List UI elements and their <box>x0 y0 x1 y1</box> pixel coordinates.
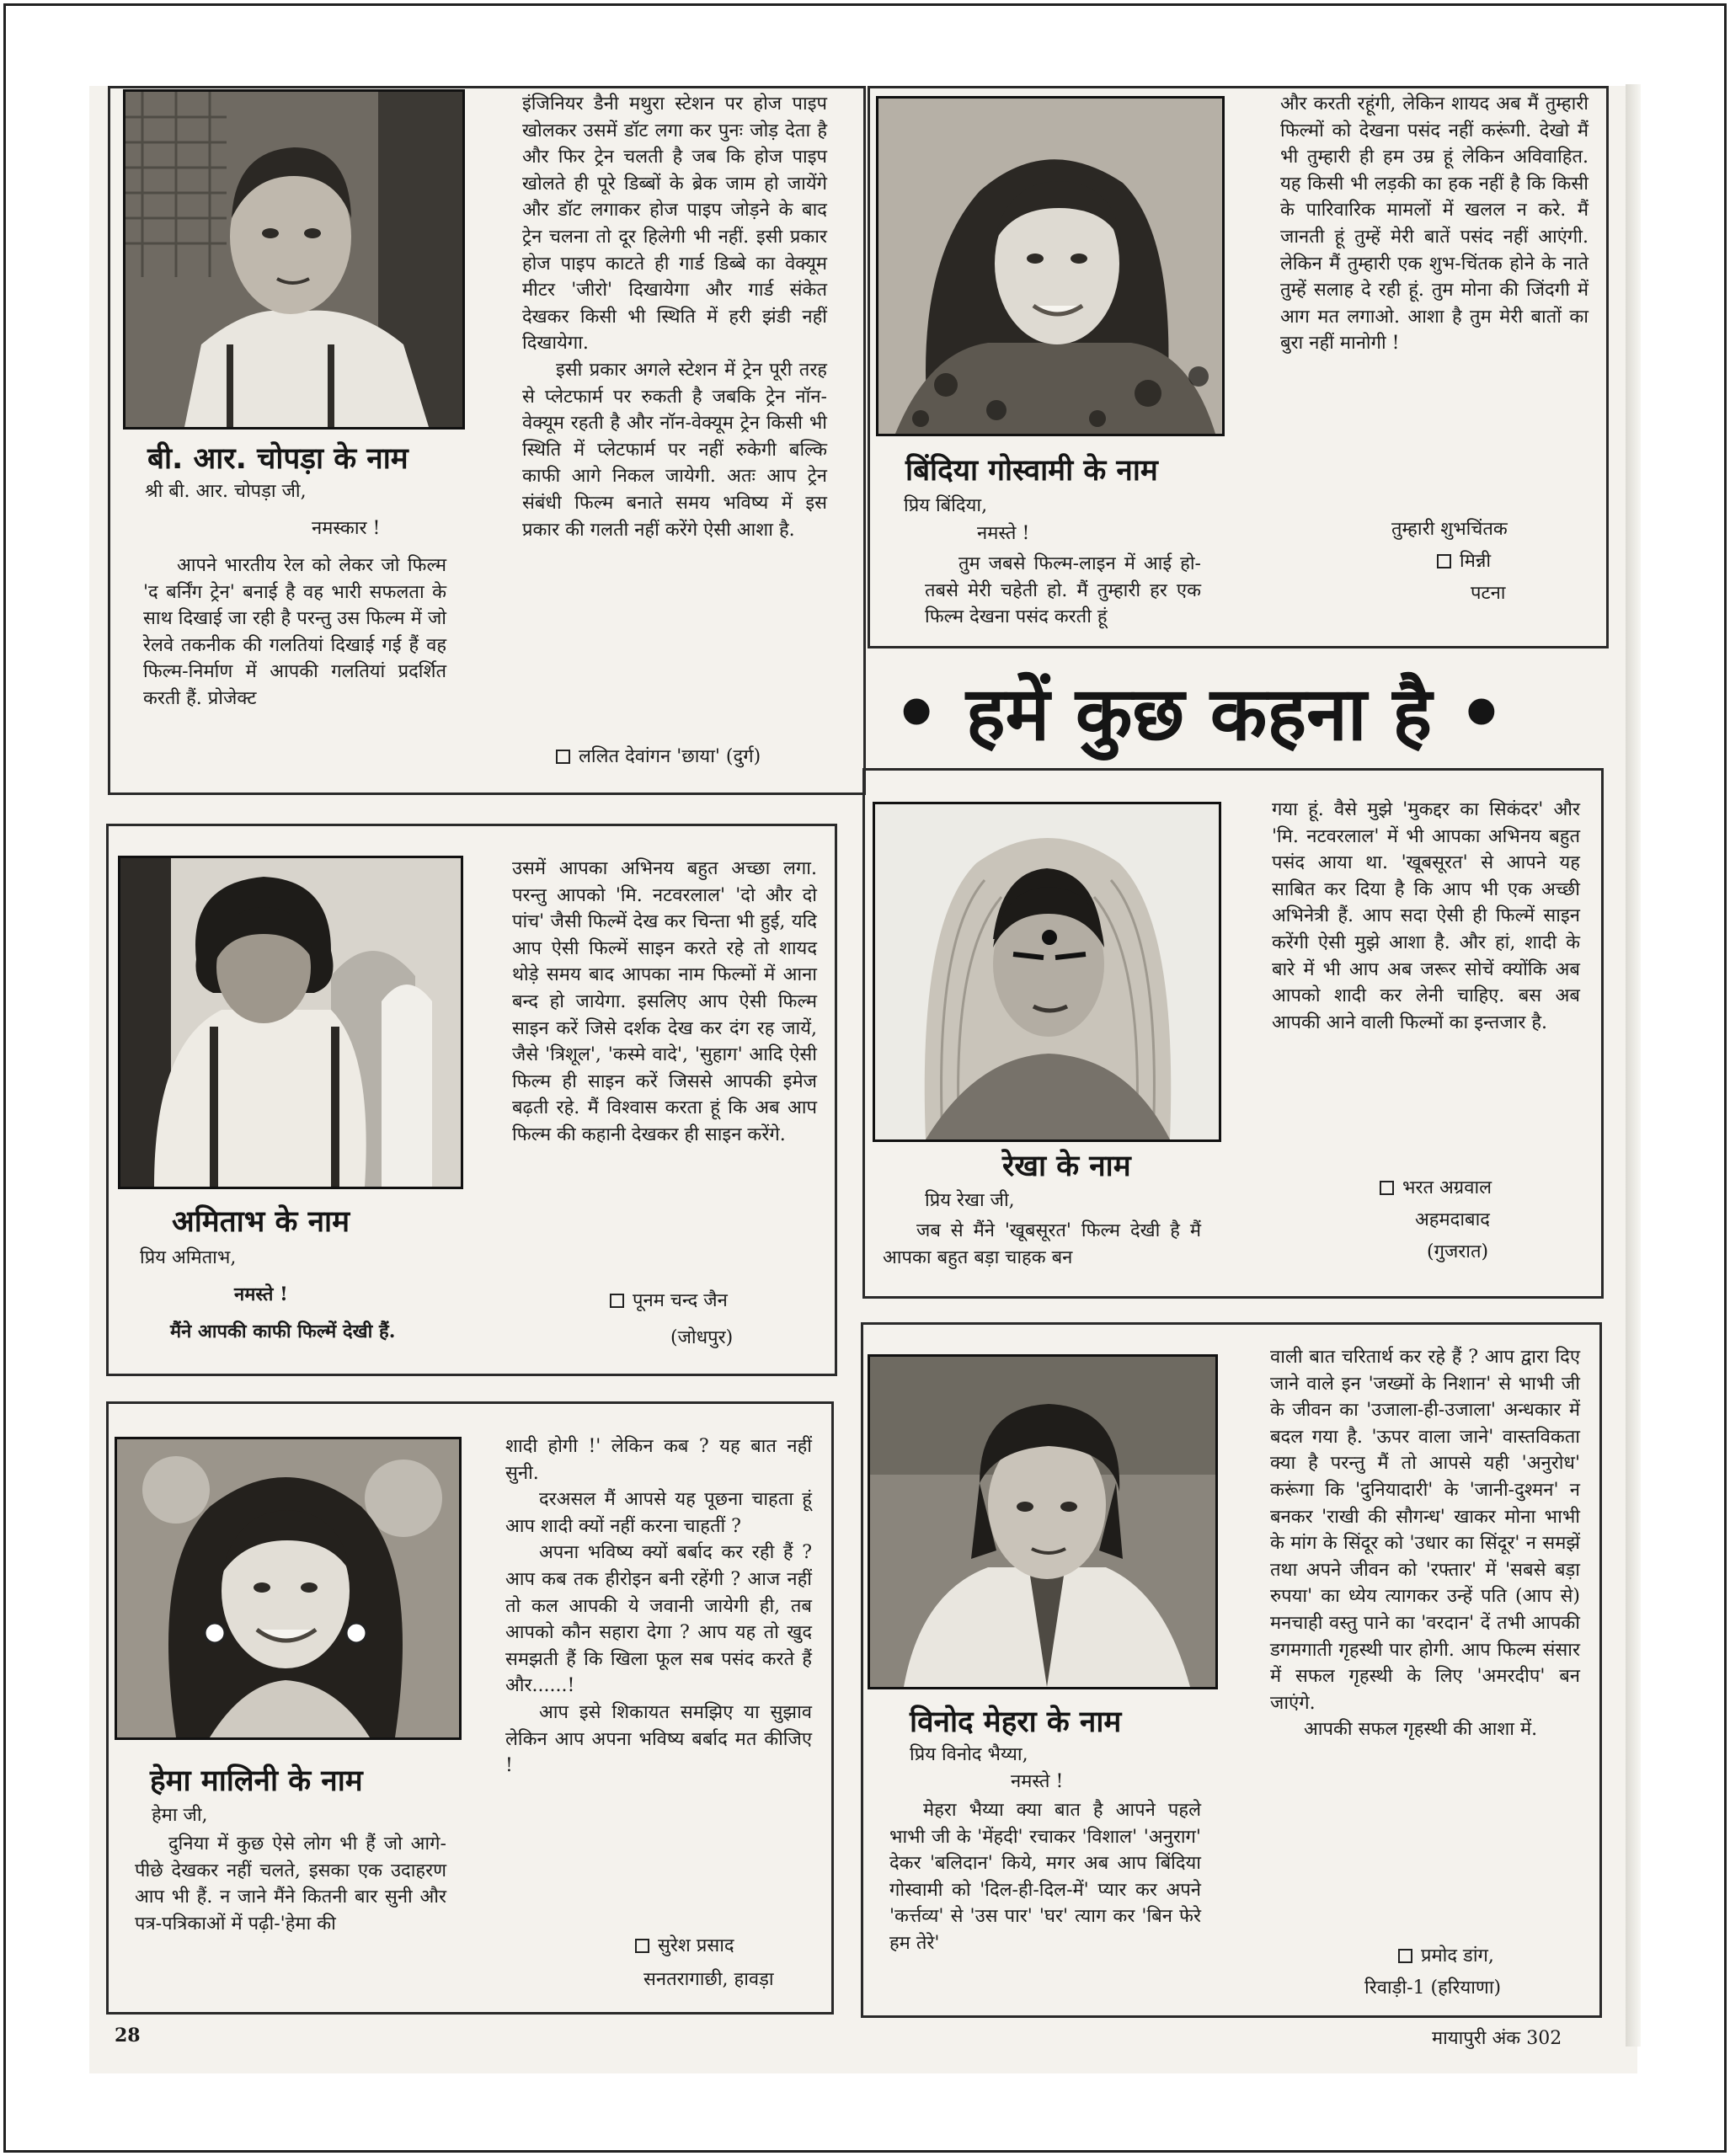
letter-signature <box>556 743 761 771</box>
paragraph: मेहरा भैय्या क्या बात है आपने पहले भाभी जी के 'मेंहदी' रचाकर 'विशाल' 'अनुराग' देकर 'बलिदान' किये, मगर अब आप बिंदिया गोस्वामी को 'दिल-ही-दिल-में' प्यार कर अपने 'कर्त्तव्य' से 'उस पार' 'घर' त्याग कर 'बिन फेरे हम तेरे' <box>889 1800 1201 1954</box>
salutation-line: श्री बी. आर. चोपड़ा जी, <box>145 481 307 502</box>
salutation-line: प्रिय विनोद भैय्या, <box>910 1744 1028 1765</box>
salutation-line: प्रिय अमिताभ, <box>140 1247 237 1268</box>
salutation-line: नमस्ते ! <box>977 523 1030 544</box>
salutation-line: नमस्कार ! <box>312 518 381 539</box>
portrait-amitabh-illustration <box>120 858 461 1187</box>
checkbox-square <box>1380 1181 1394 1195</box>
checkbox-square <box>1398 1949 1412 1963</box>
letter-heading: अमिताभ के नाम <box>172 1205 350 1239</box>
letter-heading: बिंदिया गोस्वामी के नाम <box>905 454 1158 488</box>
paragraph: दरअसल मैं आपसे यह पूछना चाहता हूं आप शादी क्यों नहीं करना चाहतीं ? <box>505 1489 812 1537</box>
paragraph: आप इसे शिकायत समझिए या सुझाव लेकिन आप अपना भविष्य बर्बाद मत कीजिए ! <box>505 1701 812 1777</box>
paragraph: अपना भविष्य क्यों बर्बाद कर रही हैं ? आप कब तक हीरोइन बनी रहेंगी ? आज नहीं तो कल आपकी ये जवानी जायेगी ही, तब आपको कौन सहारा देगा ? आप यह तो खुद समझती हैं कि खिला फूल सब पसंद करते हैं और......! <box>505 1542 812 1697</box>
magazine-issue: मायापुरी अंक 302 <box>1432 2028 1562 2049</box>
letter-body-left <box>135 1831 446 1937</box>
paragraph: आपने भारतीय रेल को लेकर जो फिल्म 'द बर्निंग ट्रेन' बनाई है वह भारी सफलता के साथ दिखाई जा रही है परन्तु उस फिल्म में जो रेलवे तकनीक की गलतियां दिखाई गई हैं वह फिल्म-निर्माण में आपकी गलतियां प्रदर्शित करती हैं. प्रोजेक्ट <box>143 555 446 709</box>
salutation-line: प्रिय रेखा जी, <box>925 1190 1015 1211</box>
signature-name: मिन्नी <box>1460 551 1492 572</box>
paragraph: जब से मैंने 'खूबसूरत' फिल्म देखी है मैं आपका बहुत बड़ा चाहक बन <box>883 1220 1201 1268</box>
letter-body-right <box>1270 1344 1580 1743</box>
letter-body-right <box>1280 91 1589 357</box>
photo-rekha <box>873 802 1221 1142</box>
paragraph: तुम जबसे फिल्म-लाइन में आई हो-तबसे मेरी चहेती हो. मैं तुम्हारी हर एक फिल्म देखना पसंद करती हूं <box>925 553 1201 628</box>
signature-place: (जोधपुर) <box>670 1327 734 1348</box>
letter-heading: विनोद मेहरा के नाम <box>910 1705 1122 1739</box>
signature-name: प्रमोद डांग, <box>1421 1945 1494 1967</box>
letter-body-right <box>505 1433 812 1780</box>
letter-heading: रेखा के नाम <box>1002 1150 1131 1183</box>
letter-intro <box>883 1218 1201 1271</box>
signature-place: (गुजरात) <box>1427 1241 1489 1262</box>
portrait-rekha-illustration <box>875 804 1219 1139</box>
checkbox-square <box>556 750 570 764</box>
portrait-hema-illustration <box>117 1439 459 1737</box>
portrait-vinod-illustration <box>870 1357 1215 1687</box>
signature-name: ललित देवांगन 'छाया' (दुर्ग) <box>579 746 761 767</box>
letter-body-left <box>143 552 446 712</box>
salutation-line: नमस्ते ! <box>234 1283 288 1305</box>
letter-heading: बी. आर. चोपड़ा के नाम <box>147 442 408 476</box>
letter-body-right <box>522 91 827 543</box>
paragraph: आपकी सफल गृहस्थी की आशा में. <box>1304 1719 1538 1741</box>
photo-bindiya-goswami <box>876 96 1225 436</box>
signature-name: सुरेश प्रसाद <box>658 1935 734 1956</box>
paragraph: उसमें आपका अभिनय बहुत अच्छा लगा. परन्तु आपको 'मि. नटवरलाल' 'दो और दो पांच' जैसी फिल्में देख कर चिन्ता भी हुई, यदि आप ऐसी फिल्में साइन करते रहे तो शायद थोड़े समय बाद आपका नाम फिल्मों में आना बन्द हो जायेगा. इसलिए आप ऐसी फिल्म साइन करें जिसे दर्शक देख कर दंग रह जायें, जैसे 'त्रिशूल', 'कस्मे वादे', 'सुहाग' आदि ऐसी फिल्म ही साइन करें जिससे आपकी इमेज बढ़ती रहे. मैं विश्वास करता हूं कि अब आप फिल्म की कहानी देखकर ही साइन करेंगे. <box>512 858 817 1145</box>
letter-signature <box>1398 1942 1494 1971</box>
photo-br-chopra <box>123 89 465 430</box>
checkbox-square <box>635 1939 649 1953</box>
letter-body-right <box>1272 797 1580 1036</box>
letter-body-left <box>925 551 1201 631</box>
salutation-line: हेमा जी, <box>152 1805 208 1826</box>
photo-amitabh <box>118 856 463 1189</box>
portrait-br-chopra-illustration <box>125 92 462 427</box>
page-edge <box>1626 84 1641 2047</box>
section-banner-title: • हमें कुछ कहना है • <box>893 670 1505 757</box>
letter-signature: तुम्हारी शुभचिंतक <box>1391 519 1508 540</box>
paragraph: और करती रहूंगी, लेकिन शायद अब मैं तुम्हारी फिल्मों को देखना पसंद नहीं करूंगी. देखो मैं भी तुम्हारी ही हम उम्र हूं लेकिन अविवाहित. यह किसी भी लड़की का हक नहीं है कि किसी के पारिवारिक मामलों में खलल न करे. मैं जानती हूं तुम्हें मेरी बातें पसंद नहीं आएंगी. लेकिन मैं तुम्हारी एक शुभ-चिंतक होने के नाते तुम्हें सलाह दे रही हूं. तुम मोना की जिंदगी में आग मत लगाओ. आशा है तुम मेरी बातों का बुरा नहीं मानोगी ! <box>1280 93 1589 355</box>
signature-name: पूनम चन्द जैन <box>633 1290 728 1311</box>
signature-place: पटना <box>1471 583 1506 604</box>
letter-signature <box>1437 547 1491 576</box>
photo-vinod-mehra <box>868 1354 1218 1689</box>
page-number: 28 <box>115 2025 141 2047</box>
paragraph: गया हूं. वैसे मुझे 'मुकद्दर का सिकंदर' और 'मि. नटवरलाल' में भी आपका अभिनय बहुत पसंद आया था. 'खूबसूरत' से आपने यह साबित कर दिया है कि आप भी एक अच्छी अभिनेत्री हैं. आप सदा ऐसी ही फिल्में साइन करेंगी ऐसी मुझे आशा है. और हां, शादी के बारे में भी आप अब जरूर सोचें क्योंकि अब आपको शादी कर लेनी चाहिए. बस अब आपकी आने वाली फिल्मों का इन्तजार है. <box>1272 799 1580 1033</box>
letter-signature <box>610 1287 728 1315</box>
checkbox-square <box>1437 554 1451 568</box>
paragraph: शादी होगी !' लेकिन कब ? यह बात नहीं सुनी. <box>505 1436 812 1484</box>
checkbox-square <box>610 1294 624 1308</box>
salutation-line: प्रिय बिंदिया, <box>904 495 988 516</box>
paragraph: दुनिया में कुछ ऐसे लोग भी हैं जो आगे-पीछे देखकर नहीं चलते, इसका एक उदाहरण आप भी हैं. न जाने मैंने कितनी बार सुनी और पत्र-पत्रिकाओं में पढ़ी-'हेमा की <box>135 1833 446 1935</box>
paragraph: इंजिनियर डैनी मथुरा स्टेशन पर होज पाइप खोलकर उसमें डॉट लगा कर पुनः जोड़ देता है और फिर ट्रेन चलती है जब कि होज पाइप खोलते ही पूरे डिब्बों के ब्रेक जाम हो जायेंगे और डॉट लगाकर होज पाइप जोड़ने के बाद ट्रेन चलना तो दूर हिलेगी भी नहीं. इसी प्रकार होज पाइप काटते ही गार्ड डिब्बे का वेक्यूम मीटर 'जीरो' दिखायेगा और गार्ड संकेत देखकर किसी भी स्थिति में हरी झंडी नहीं दिखायेगा. <box>522 93 827 355</box>
signature-place: सनतरागाछी, हावड़ा <box>643 1969 774 1990</box>
salutation-line: नमस्ते ! <box>1011 1771 1064 1792</box>
portrait-bindiya-illustration <box>878 99 1222 434</box>
letter-signature <box>1380 1174 1492 1203</box>
paragraph: वाली बात चरितार्थ कर रहे हैं ? आप द्वारा दिए जाने वाले इन 'जख्मों के निशान' से भाभी जी के जीवन का 'उजाला-ही-उजाला' अन्धकार में बदल गया है. 'ऊपर वाला जाने' वास्तविकता क्या है परन्तु मैं तो आपसे यही 'अनुरोध' करूंगा कि 'दुनियादारी' के 'जानी-दुश्मन' न बनकर 'राखी की सौगन्ध' खाकर मोना भाभी के मांग के सिंदूर को 'उधार का सिंदूर' न समझें तथा अपने जीवन को 'रफ्तार' में 'सबसे बड़ा रुपया' का ध्येय त्यागकर उन्हें पति (आप से) मनचाही वस्तु पाने का 'वरदान' दें तभी आपकी डगमगाती गृहस्थी पार होगी. आप फिल्म संसार में सफल गृहस्थी के लिए 'अमरदीप' बन जाएंगे. <box>1270 1347 1580 1714</box>
salutation-line: मैंने आपकी काफी फिल्में देखी हैं. <box>170 1321 396 1342</box>
signature-place: अहमदाबाद <box>1415 1209 1490 1230</box>
paragraph: इसी प्रकार अगले स्टेशन में ट्रेन पूरी तरह से प्लेटफार्म पर रुकती है जबकि ट्रेन नॉन-वेक्यूम रहती है और नॉन-वेक्यूम ट्रेन किसी भी स्थिति में प्लेटफार्म पर नहीं रुकेगी बल्कि काफी आगे निकल जायेगी. अतः आप ट्रेन संबंधी फिल्म बनाते समय भविष्य में इस प्रकार की गलती नहीं करेंगे ऐसी आशा है. <box>522 359 827 541</box>
signature-place: रिवाड़ी-1 (हरियाणा) <box>1364 1977 1502 1999</box>
letter-body-left <box>889 1797 1201 1957</box>
letter-signature <box>635 1932 734 1961</box>
letter-heading: हेमा मालिनी के नाम <box>150 1764 363 1798</box>
letter-body-right <box>512 856 817 1149</box>
photo-hema-malini <box>115 1437 462 1740</box>
signature-name: भरत अग्रवाल <box>1402 1177 1492 1198</box>
